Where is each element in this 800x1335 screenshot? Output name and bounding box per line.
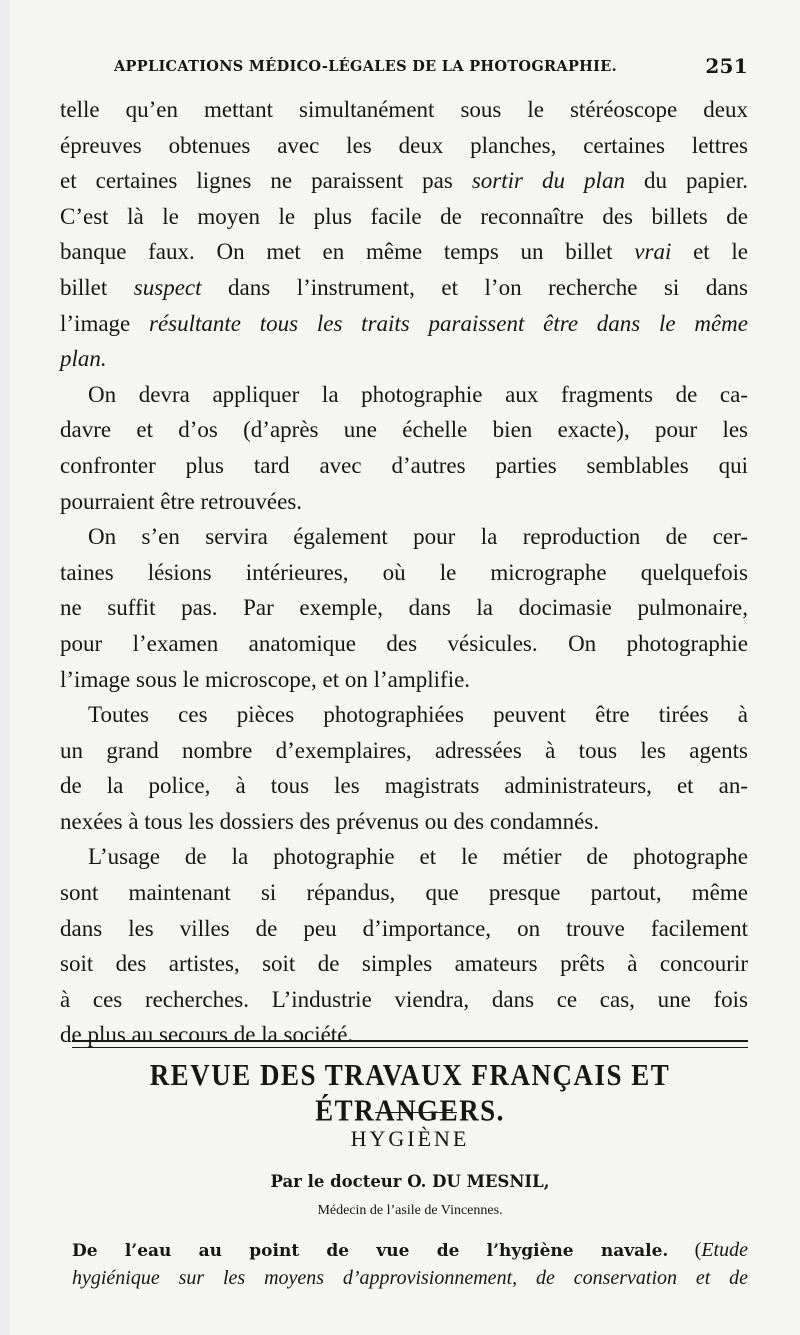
text-line — [60, 768, 748, 804]
text-line — [60, 234, 748, 270]
subsection-title: HYGIÈNE — [350, 1126, 470, 1151]
text-run: épreuves obtenues avec les deux planches, certaines lettres — [60, 132, 748, 158]
article-subtitle-part-2: hygiénique sur les moyens d’approvisionnement, de conservation et de — [72, 1267, 748, 1289]
text-line — [60, 306, 748, 342]
text-run: et certaines lignes ne paraissent pas — [60, 168, 472, 194]
text-run: l’image sous le microscope, et on l’amplifie. — [60, 666, 471, 692]
text-line — [60, 412, 748, 448]
text-run: l’image — [60, 310, 150, 336]
text-run: dans l’instrument, et l’on recherche si dans — [201, 274, 748, 300]
article-open-paren: ( — [668, 1239, 702, 1261]
text-run: On s’en servira également pour la reproduction de cer- — [88, 524, 748, 550]
text-run: de plus au secours de la société. — [60, 1022, 354, 1048]
text-run: On devra appliquer la photographie aux fragments de ca- — [88, 381, 748, 407]
author-affiliation: Médecin de l’asile de Vincennes. — [317, 1203, 503, 1218]
text-line — [60, 626, 748, 662]
text-line — [60, 519, 748, 555]
text-run: nexées à tous les dossiers des prévenus ou des condamnés. — [60, 808, 600, 834]
text-line — [60, 163, 748, 199]
text-run: à ces recherches. L’industrie viendra, dans ce cas, une fois — [60, 986, 748, 1012]
text-line — [60, 270, 748, 306]
text-line — [60, 839, 748, 875]
article-opening-line-1 — [72, 1237, 748, 1265]
article-subtitle-part-1: Etude — [701, 1239, 748, 1261]
text-line — [60, 377, 748, 413]
text-line — [60, 448, 748, 484]
text-line — [60, 555, 748, 591]
paragraph — [60, 839, 748, 1053]
text-run: ne suffit pas. Par exemple, dans la docimasie pulmonaire, — [60, 595, 748, 621]
text-line — [60, 341, 748, 377]
text-run: pour l’examen anatomique des vésicules. On photographie — [60, 630, 748, 656]
italic-text: plan. — [60, 346, 107, 372]
text-run: soit des artistes, soit de simples amateurs prêts à concourir — [60, 951, 748, 977]
author-byline: Par le docteur O. DU MESNIL, — [270, 1172, 550, 1191]
text-line — [60, 484, 748, 520]
text-line — [60, 946, 748, 982]
text-run: et le — [671, 239, 748, 265]
paragraph — [60, 519, 748, 697]
text-line — [60, 911, 748, 947]
text-run: sont maintenant si répandus, que presque partout, même — [60, 880, 748, 906]
italic-text: vrai — [634, 239, 672, 265]
paragraph — [60, 697, 748, 839]
text-run: billet — [60, 274, 134, 300]
text-run: telle qu’en mettant simultanément sous le stéréoscope deux — [60, 97, 748, 122]
paragraph — [60, 377, 748, 519]
short-rule-divider — [375, 1112, 457, 1113]
text-line — [60, 128, 748, 164]
text-run: un grand nombre d’exemplaires, adressées à tous les agents — [60, 737, 748, 763]
text-run: banque faux. On met en même temps un billet — [60, 239, 635, 265]
text-run: Toutes ces pièces photographiées peuvent être tirées à — [88, 702, 748, 728]
book-page — [10, 0, 800, 1335]
italic-text: suspect — [133, 274, 202, 300]
text-line — [60, 662, 748, 698]
running-head-title: APPLICATIONS MÉDICO-LÉGALES DE LA PHOTOGRAPHIE. — [114, 58, 617, 75]
running-head — [114, 54, 748, 78]
text-line — [60, 804, 748, 840]
text-line — [60, 590, 748, 626]
text-run: L’usage de la photographie et le métier de photographe — [88, 844, 748, 870]
text-run: de la police, à tous les magistrats administrateurs, et an- — [60, 773, 748, 799]
text-line — [60, 982, 748, 1018]
article-opening-line-2 — [72, 1265, 748, 1292]
text-run: pourraient être retrouvées. — [60, 488, 303, 514]
text-line — [60, 875, 748, 911]
section-title: REVUE DES TRAVAUX FRANÇAIS ET ÉTRANGERS. — [149, 1057, 671, 1128]
article-opening — [72, 1237, 748, 1292]
text-line — [60, 733, 748, 769]
italic-text: sortir du plan — [471, 168, 625, 194]
body-text — [60, 92, 748, 1053]
text-run: confronter plus tard avec d’autres parties semblables qui — [60, 452, 748, 478]
text-run: C’est là le moyen le plus facile de reconnaître des billets de — [60, 203, 748, 229]
text-run: dans les villes de peu d’importance, on trouve facilement — [60, 915, 748, 941]
text-run: du papier. — [624, 168, 748, 194]
double-rule-divider — [72, 1040, 748, 1048]
text-run: davre et d’os (d’après une échelle bien exacte), pour les — [60, 417, 748, 443]
text-line — [60, 697, 748, 733]
text-run: taines lésions intérieures, où le micrographe quelquefois — [60, 559, 748, 585]
page-number: 251 — [705, 54, 748, 78]
article-title: De l’eau au point de vue de l’hygiène navale. — [72, 1241, 669, 1261]
italic-text: résultante tous les traits paraissent être dans le même — [149, 310, 748, 336]
text-line — [60, 199, 748, 235]
paragraph — [60, 92, 748, 377]
text-line — [60, 92, 748, 128]
